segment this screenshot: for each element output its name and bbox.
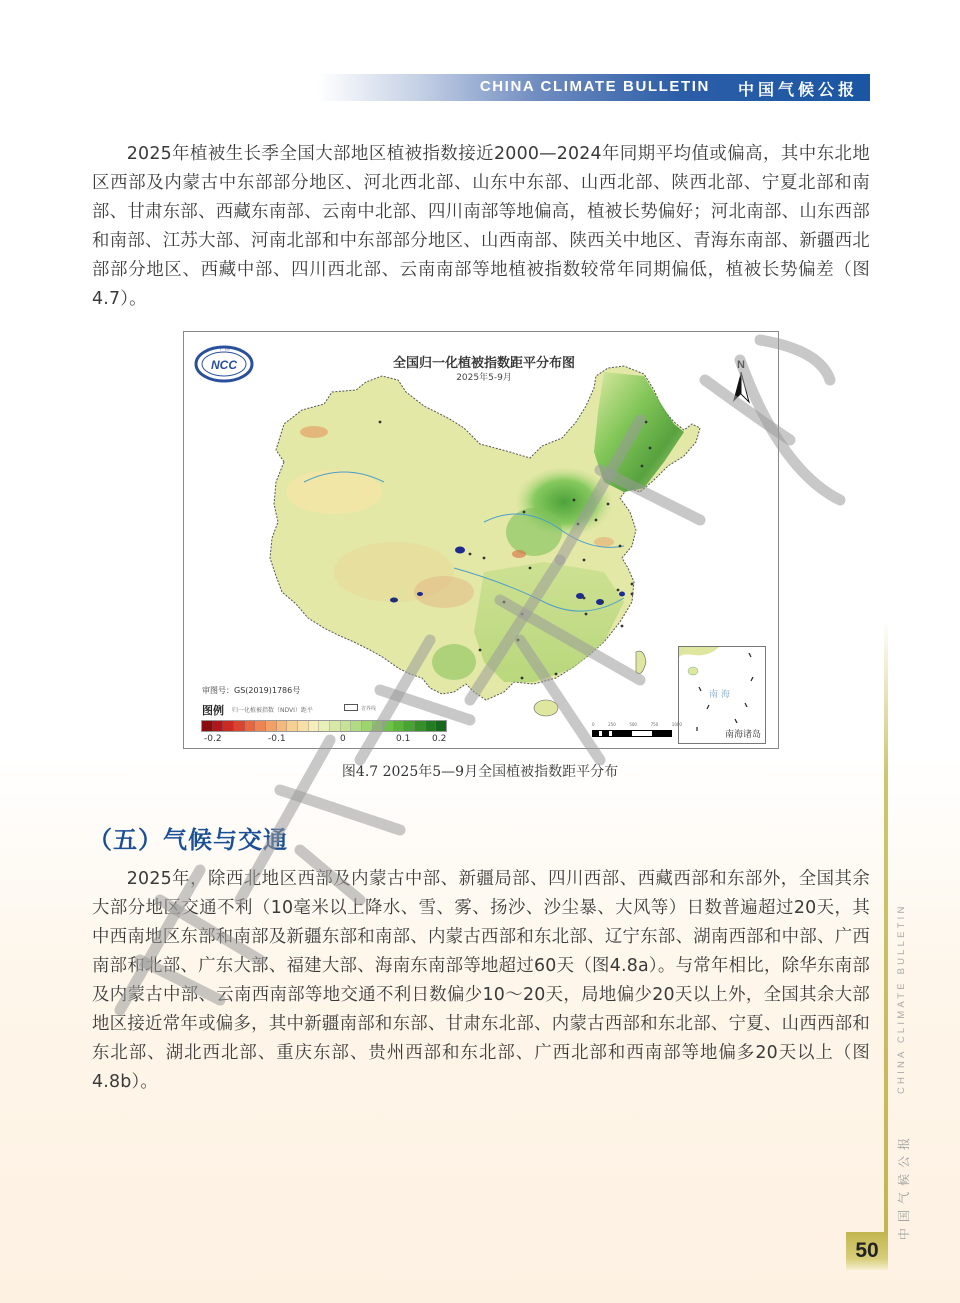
colorbar-swatch [255, 721, 266, 731]
colorbar-swatch [287, 721, 298, 731]
map-review-number: 审图号：GS(2019)1786号 [202, 686, 301, 695]
south-china-sea-inset [678, 646, 766, 744]
colorbar-swatch [394, 721, 405, 731]
colorbar-swatch [415, 721, 426, 731]
section-heading: （五）气候与交通 [88, 826, 288, 854]
colorbar-swatch [266, 721, 277, 731]
colorbar-swatch [373, 721, 384, 731]
colorbar-swatch [234, 721, 245, 731]
colorbar-swatch [298, 721, 309, 731]
colorbar-tick: -0.1 [268, 734, 286, 744]
colorbar-swatch [202, 721, 213, 731]
page-number: 50 [846, 1232, 888, 1270]
ndvi-colorbar [201, 720, 447, 732]
colorbar-swatch [351, 721, 362, 731]
scale-ticks: 0 250 500 750 1000 [592, 722, 682, 727]
scale-bar [592, 730, 672, 737]
north-arrow-icon [729, 358, 753, 408]
inset-sea-label: 南 海 [709, 690, 730, 700]
colorbar-swatch [341, 721, 352, 731]
header-title-zh: 中国气候公报 [737, 80, 858, 99]
map-title: 全国归一化植被指数距平分布图 [392, 356, 575, 371]
colorbar-swatch [309, 721, 320, 731]
legend-description: 归一化植被指数（NDVI）距平 [232, 707, 313, 714]
header-band [318, 74, 870, 101]
colorbar-tick: -0.2 [204, 734, 222, 744]
colorbar-swatch [245, 721, 256, 731]
colorbar-swatch [277, 721, 288, 731]
colorbar-swatch [319, 721, 330, 731]
ndvi-map-figure [183, 331, 779, 749]
colorbar-swatch [426, 721, 437, 731]
svg-text:中 国: 中 国 [218, 346, 230, 352]
svg-text:NCC: NCC [211, 358, 237, 372]
colorbar-swatch [213, 721, 224, 731]
svg-text:N: N [737, 359, 745, 371]
header-title-en: CHINA CLIMATE BULLETIN [479, 78, 710, 95]
colorbar-swatch [404, 721, 415, 731]
colorbar-swatch [362, 721, 373, 731]
side-rail-text-en: CHINA CLIMATE BULLETIN [896, 903, 907, 1094]
legend-boundary-swatch [344, 704, 358, 711]
ncc-logo-icon [192, 342, 256, 384]
map-subtitle: 2025年5-9月 [456, 373, 512, 383]
paragraph-traffic: 2025年，除西北地区西部及内蒙古中部、新疆局部、四川西部、西藏西部和东部外，全国其余大部分地区交通不利（10毫米以上降水、雪、雾、扬沙、沙尘暴、大风等）日数普遍超过20天，其中西南地区东部和南部及新疆东部和南部、内蒙古西部和东北部、辽宁东部、湖南西部和中部、广西南部和北部、广东大部、福建大部、海南东南部等地超过60天（图4.8a）。与常年相比，除华东南部及内蒙古中部、云南西南部等地交通不利日数偏少10～20天，局地偏少20天以上外，全国其余大部地区接近常年或偏多，其中新疆南部和东部、甘肃东北部、内蒙古西部和东北部、宁夏、山西西部和东北部、湖北西北部、重庆东部、贵州西部和东北部、广西北部和西南部等地偏多20天以上（图4.8b）。 [92, 869, 870, 1092]
colorbar-tick: 0.1 [396, 734, 411, 744]
side-rail-text-zh: 中国气候公报 [897, 1131, 911, 1240]
colorbar-swatch [436, 721, 446, 731]
legend-title: 图例 [202, 704, 224, 717]
colorbar-tick: 0.2 [432, 734, 447, 744]
colorbar-swatch [330, 721, 341, 731]
figure-caption: 图4.7 2025年5—9月全国植被指数距平分布 [341, 764, 619, 780]
paragraph-vegetation: 2025年植被生长季全国大部地区植被指数接近2000—2024年同期平均值或偏高，其中东北地区西部及内蒙古中东部部分地区、河北西北部、山东中东部、山西北部、陕西北部、宁夏北部和南部、甘肃东部、西藏东南部、云南中北部、四川南部等地偏高，植被长势偏好；河北南部、山东西部和南部、江苏大部、河南北部和中东部部分地区、山西南部、陕西关中地区、青海东南部、新疆西北部部分地区、西藏中部、四川西北部、云南南部等地植被指数较常年同期偏低，植被长势偏差（图4.7）。 [92, 144, 870, 309]
colorbar-swatch [223, 721, 234, 731]
colorbar-swatch [383, 721, 394, 731]
side-rail [884, 620, 888, 1232]
inset-label: 南海诸岛 [724, 730, 761, 740]
legend-boundary-label: 省界线 [361, 706, 377, 712]
colorbar-tick: 0 [340, 734, 346, 744]
